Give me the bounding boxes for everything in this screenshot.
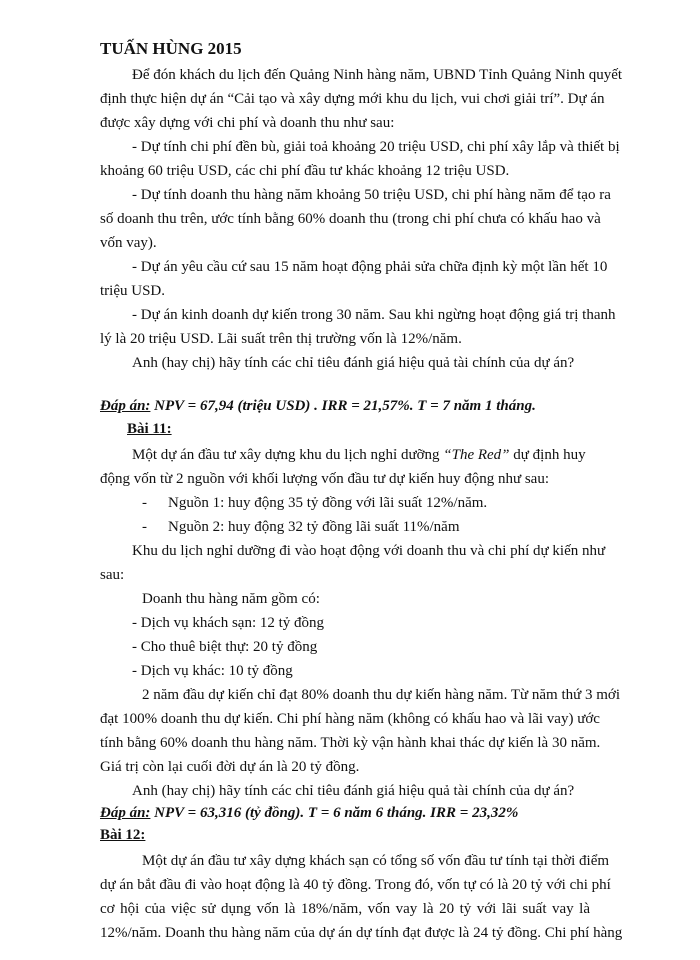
header-title: TUẤN HÙNG 2015 <box>100 39 242 58</box>
p12-line-2: dự án bắt đầu đi vào hoạt động là 40 tỷ đồng. Trong đó, vốn tự có là 20 tỷ với chi phí <box>100 877 611 893</box>
p11-source-2-text: Nguồn 2: huy động 32 tỷ đồng lãi suất 11%/năm <box>168 519 460 535</box>
p12-line-4: 12%/năm. Doanh thu hàng năm của dự án dự tính đạt được là 24 tỷ đồng. Chi phí hàng <box>100 925 623 941</box>
p11-project-name: “The Red” <box>443 447 510 463</box>
p11-revenue-head: Doanh thu hàng năm gồm có: <box>142 591 320 607</box>
p10-line-7: số doanh thu trên, ước tính bằng 60% doanh thu (trong chi phí chưa có khấu hao và <box>100 211 601 227</box>
p11-intro-1-c: dự định huy <box>509 447 586 463</box>
p10-line-9: - Dự án yêu cầu cứ sau 15 năm hoạt động phải sửa chữa định kỳ một lần hết 10 <box>132 259 608 275</box>
p11-body-4: Giá trị còn lại cuối đời dự án là 20 tỷ đồng. <box>100 759 360 775</box>
p11-answer <box>100 804 590 822</box>
p10-line-4: - Dự tính chi phí đền bù, giải toả khoảng 20 triệu USD, chi phí xây lắp và thiết bị <box>132 139 620 155</box>
p11-source-1 <box>142 494 632 512</box>
p12-line-3: cơ hội của việc sử dụng vốn là 18%/năm, vốn vay là 20 tỷ với lãi suất vay là <box>100 901 590 917</box>
p10-line-3: được xây dựng với chi phí và doanh thu như sau: <box>100 115 395 131</box>
p10-line-6: - Dự tính doanh thu hàng năm khoảng 50 triệu USD, chi phí hàng năm để tạo ra <box>132 187 611 203</box>
p11-rev-3: - Dịch vụ khác: 10 tỷ đồng <box>132 663 293 679</box>
p10-line-8: vốn vay). <box>100 235 157 251</box>
p11-answer-text: NPV = 63,316 (tỷ đồng). T = 6 năm 6 tháng. IRR = 23,32% <box>150 805 519 821</box>
p11-body-2: đạt 100% doanh thu dự kiến. Chi phí hàng năm (không có khấu hao và lãi vay) ước <box>100 711 600 727</box>
p11-ops-2: sau: <box>100 567 125 583</box>
p10-question: Anh (hay chị) hãy tính các chỉ tiêu đánh giá hiệu quả tài chính của dự án? <box>132 355 575 371</box>
p11-body-3: tính bằng 60% doanh thu hàng năm. Thời kỳ vận hành khai thác dự kiến là 30 năm. <box>100 735 601 751</box>
p10-answer <box>100 397 590 415</box>
p11-intro-2: động vốn từ 2 nguồn với khối lượng vốn đầu tư dự kiến huy động như sau: <box>100 471 549 487</box>
p10-answer-label: Đáp án: <box>100 398 151 414</box>
p11-rev-2: - Cho thuê biệt thự: 20 tỷ đồng <box>132 639 318 655</box>
p11-source-2 <box>142 518 632 536</box>
p11-answer-label: Đáp án: <box>100 805 151 821</box>
p11-source-2-dash: - <box>142 519 147 535</box>
p10-answer-text: NPV = 67,94 (triệu USD) . IRR = 21,57%. T = 7 năm 1 tháng. <box>150 398 536 414</box>
p11-rev-1: - Dịch vụ khách sạn: 12 tỷ đồng <box>132 615 325 631</box>
p10-line-2: định thực hiện dự án “Cải tạo và xây dựng mới khu du lịch, vui chơi giải trí”. Dự án <box>100 91 605 107</box>
p11-body-1: 2 năm đầu dự kiến chỉ đạt 80% doanh thu dự kiến hàng năm. Từ năm thứ 3 mới <box>142 687 621 703</box>
p10-line-11: - Dự án kinh doanh dự kiến trong 30 năm. Sau khi ngừng hoạt động giá trị thanh <box>132 307 616 323</box>
p10-line-1: Để đón khách du lịch đến Quảng Ninh hàng năm, UBND Tỉnh Quảng Ninh quyết <box>132 67 623 83</box>
p11-heading: Bài 11: <box>127 421 172 437</box>
p11-source-1-dash: - <box>142 495 147 511</box>
p11-ops-1: Khu du lịch nghỉ dưỡng đi vào hoạt động với doanh thu và chi phí dự kiến như <box>132 543 606 559</box>
p10-line-5: khoảng 60 triệu USD, các chi phí đầu tư khác khoảng 12 triệu USD. <box>100 163 510 179</box>
p11-intro-1-a: Một dự án đầu tư xây dựng khu du lịch nghỉ dưỡng <box>132 447 444 463</box>
p10-line-10: triệu USD. <box>100 283 165 299</box>
p11-source-1-text: Nguồn 1: huy động 35 tỷ đồng với lãi suất 12%/năm. <box>168 495 488 511</box>
p11-question: Anh (hay chị) hãy tính các chỉ tiêu đánh giá hiệu quả tài chính của dự án? <box>132 783 575 799</box>
p12-heading: Bài 12: <box>100 827 146 843</box>
p10-line-12: lý là 20 triệu USD. Lãi suất trên thị trường vốn là 12%/năm. <box>100 331 462 347</box>
p11-intro-1 <box>132 446 590 464</box>
p12-line-1: Một dự án đầu tư xây dựng khách sạn có tổng số vốn đầu tư tính tại thời điểm <box>142 853 610 869</box>
